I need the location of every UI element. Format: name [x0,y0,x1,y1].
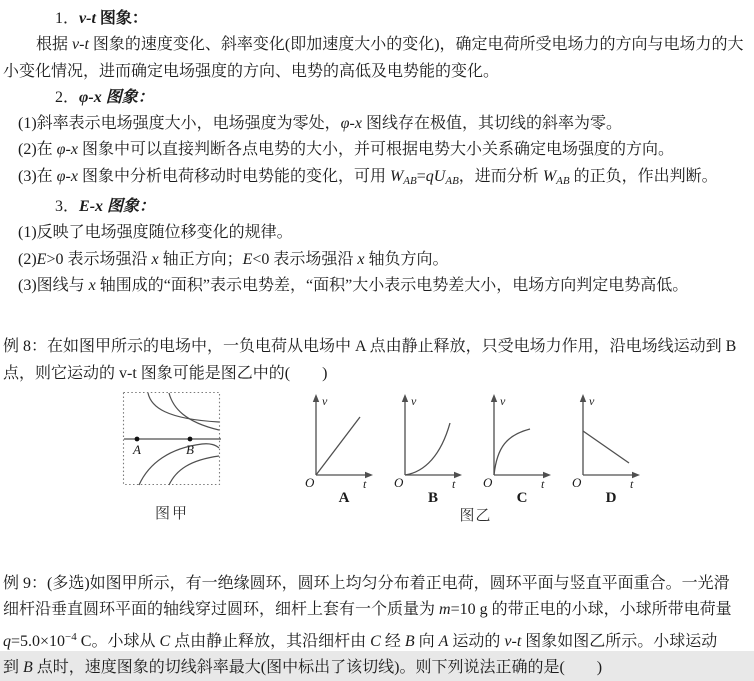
curve-concave-down [494,429,530,475]
text-run: φ-x [79,88,102,106]
text-run: 1． [55,10,80,27]
text-run: C [159,632,171,650]
origin-label: O [394,474,404,490]
section-2-item-1 [3,111,751,137]
point-a-label: A [133,441,141,457]
text-run: C。小球从 [76,632,160,650]
figure-yi-caption: 图乙 [459,507,492,524]
option-letter: D [605,489,617,506]
text-run: 到 [3,659,24,677]
text-run: φ-x [340,115,362,133]
text-run: (2)在 [18,141,57,159]
example-9-line-1 [3,571,751,597]
text-run: AB [556,174,570,187]
figure-jia-caption: 图甲 [154,505,189,522]
v-axis-arrow-icon [580,394,586,402]
example-9-line-2 [3,597,751,623]
t-label: t [630,476,634,491]
text-run: 图象中可以直接判断各点电势的大小，并可根据电势大小关系确定电场强度的方向。 [77,141,674,159]
text-run: 图象： [107,198,156,216]
text-run: =10 g 的带正电的小球，小球所带电荷量 [450,601,732,619]
text-run: x [357,250,365,268]
v-label: v [411,393,417,408]
section-3-item-1 [3,220,751,246]
text-run: B [404,632,415,650]
text-run: qU [425,167,446,185]
text-run: 向 [414,632,439,650]
text-run: 运动的 [448,632,505,650]
text-run: (2) [18,250,37,268]
vt-graph-D [569,391,649,506]
example-9-line-3 [3,624,751,655]
example-8-line-2 [3,361,751,387]
origin-label: O [305,474,315,490]
text-run: v-t [72,36,89,54]
text-run: 图线存在极值，其切线的斜率为零。 [361,115,622,133]
text-run: 图象如图乙所示。小球运动 [521,632,718,650]
vt-graph-C [480,391,560,506]
text-run: 轴正方向； [158,250,243,268]
text-run: (3)图线与 [18,276,89,294]
v-label: v [500,393,506,408]
option-letter: A [338,489,350,506]
text-run: W [389,167,404,185]
text-run: 轴负方向。 [364,250,449,268]
text-run: m [439,601,451,619]
text-run: 点，则它运动的 v-t 图象可能是图乙中的( ) [3,364,328,382]
v-label: v [589,393,595,408]
text-run: <0 表示场强沿 [252,250,358,268]
text-run: =5.0×10 [11,632,66,650]
v-label: v [322,393,328,408]
section-3-item-2 [3,247,751,273]
text-run: 例 9：(多选)如图甲所示，有一绝缘圆环，圆环上均匀分布着正电荷，圆环平面与竖直平面重合。一光滑 [3,575,730,593]
point-b-label: B [186,441,194,457]
text-run: 图象中分析电荷移动时电势能的变化，可用 [77,167,390,185]
section-2-heading [3,85,751,111]
text-run: A [438,632,449,650]
v-axis-arrow-icon [402,394,408,402]
text-run: 的正负，作出判断。 [569,167,718,185]
text-run: 图象： [99,10,148,27]
figure-jia [122,391,222,527]
example-9-line-4 [3,655,751,681]
text-run: = [416,167,426,185]
text-run: 细杆沿垂直圆环平面的轴线穿过圆环，细杆上套有一个质量为 [3,601,440,619]
v-axis-arrow-icon [491,394,497,402]
text-run: E-x [79,198,104,216]
section-1-body-line-1 [3,32,751,58]
field-line-lower-2 [169,456,219,485]
section-2-item-3 [3,164,751,194]
vt-graph-B [391,391,471,506]
field-line-upper-2 [169,393,219,430]
text-run: (3)在 [18,167,57,185]
field-line-upper-1 [148,393,219,422]
text-run: W [542,167,557,185]
text-run: ，进而分析 [458,167,543,185]
text-run: φ-x [56,141,78,159]
text-run: q [3,632,11,650]
text-run: 例 8：在如图甲所示的电场中，一负电荷从电场中 A 点由静止释放，只受电场力作用，沿电场线运动到 B [3,338,737,356]
text-run: 根据 [36,36,73,54]
text-run: AB [403,174,417,187]
vt-graph-options [302,391,649,506]
text-block-bottom [3,571,751,681]
text-run: 2． [55,88,80,106]
text-run: B [23,659,33,677]
text-run: 经 [380,632,405,650]
text-run: 小变化情况，进而确定电场强度的方向、电势的高低及电势能的变化。 [3,62,500,80]
text-run: −4 [65,630,77,643]
text-run: E [36,250,47,268]
text-run: x [151,250,159,268]
vt-graph-A [302,391,382,506]
origin-label: O [483,474,493,490]
text-run: 点时，速度图象的切线斜率最大(图中标出了该切线)。则下列说法正确的是( ) [32,659,603,677]
option-letter: B [427,489,439,506]
point-a-dot [135,436,140,441]
text-run: AB [445,174,459,187]
text-run: E [242,250,253,268]
text-run: 轴围成的“面积”表示电势差，“面积”大小表示电势差大小，电场方向判定电势高低。 [95,276,689,294]
section-1-heading [3,6,751,32]
text-run: 图象的速度变化、斜率变化(即加速度大小的变化)，确定电荷所受电场力的方向与电场力的大 [88,36,744,54]
section-3-heading [3,194,751,220]
text-block-top [3,6,751,387]
t-label: t [541,476,545,491]
t-label: t [452,476,456,491]
t-label: t [363,476,367,491]
text-run: v-t [79,10,96,27]
text-run: x [88,276,96,294]
text-run: 3． [55,198,80,216]
origin-label: O [572,474,582,490]
curve-concave-up [405,423,450,475]
option-letter: C [516,489,528,506]
field-line-diagram [122,391,222,487]
text-run: C [370,632,381,650]
figure-yi [302,391,649,529]
figure-row [122,391,751,529]
text-run: (1)斜率表示电场强度大小，电场强度为零处， [18,115,341,133]
section-1-body-line-2 [3,59,751,85]
curve-linear-rising [316,417,360,475]
example-8-line-1 [3,334,751,360]
curve-linear-falling [583,431,629,463]
point-b-dot [188,436,193,441]
section-2-item-2 [3,137,751,163]
text-run: >0 表示场强沿 [46,250,152,268]
text-run: φ-x [56,167,78,185]
v-axis-arrow-icon [313,394,319,402]
text-run: v-t [504,632,522,650]
field-line-lower-1 [139,441,219,485]
text-run: 点由静止释放，其沿细杆由 [170,632,371,650]
text-run: 图象： [105,88,154,106]
section-3-item-3 [3,273,751,299]
text-run: (1)反映了电场强度随位移变化的规律。 [18,224,293,242]
